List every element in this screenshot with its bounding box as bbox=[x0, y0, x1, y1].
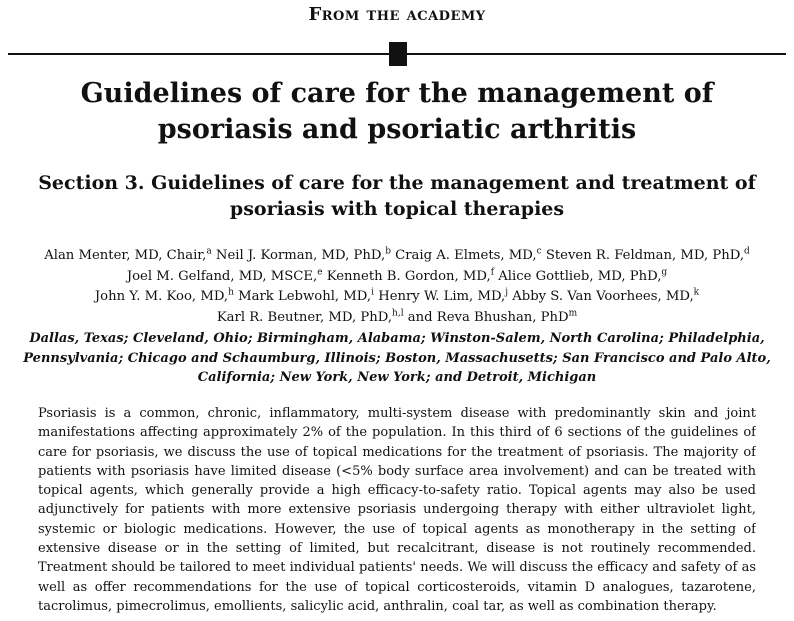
abstract: Psoriasis is a common, chronic, inflammatory, multi-system disease with predominantly skin and joint manifestations affecting approximately 2% of the population. In this third of 6 sections of the guidelines of care for psoriasis, we discuss the use of topical medications for the treatment of psoriasis. The majority of patients with psoriasis have limited disease (<5% body surface area involvement) and can be treated with topical agents, which generally provide a high efficacy-to-safety ratio. Topical agents may also be used adjunctively for patients with more extensive psoriasis undergoing therapy with either ultraviolet light, systemic or biologic medications. However, the use of topical agents as monotherapy in the setting of extensive disease or in the setting of limited, but recalcitrant, disease is not routinely recommended. Treatment should be tailored to meet individual patients' needs. We will discuss the efficacy and safety of as well as offer recommendations for the use of topical corticosteroids, vitamin D analogues, tazarotene, tacrolimus, pimecrolimus, emollients, salicylic acid, anthralin, coal tar, as well as combination therapy. bbox=[38, 406, 756, 614]
author-list bbox=[6, 246, 788, 328]
article-title: Guidelines of care for the management of psoriasis and psoriatic arthritis bbox=[80, 78, 714, 145]
author-affiliation-marker: i bbox=[371, 287, 374, 298]
author-affiliation-marker: m bbox=[568, 308, 578, 319]
author-name: Joel M. Gelfand, MD, MSCE, bbox=[126, 268, 318, 284]
author-affiliation-marker: b bbox=[385, 246, 391, 257]
author-name: Henry W. Lim, MD, bbox=[378, 289, 506, 304]
author-name: John Y. M. Koo, MD, bbox=[94, 289, 229, 304]
header-rule-mark bbox=[389, 42, 407, 66]
article-subtitle: Section 3. Guidelines of care for the management and treatment of psoriasis with topical therapies bbox=[38, 172, 756, 220]
author-affiliation-marker: e bbox=[317, 267, 323, 278]
author-affiliation-marker: g bbox=[661, 267, 668, 278]
author-name: Craig A. Elmets, MD, bbox=[395, 248, 537, 263]
affiliations: Dallas, Texas; Cleveland, Ohio; Birmingham, Alabama; Winston-Salem, North Carolina; Philadelphia, Pennsylvania; Chicago and Schaumburg, Illinois; Boston, Massachusetts; San Francisco and Palo Alto, California; New York, New York; and Detroit, Michigan bbox=[23, 331, 771, 385]
author-name: Alice Gottlieb, MD, PhD, bbox=[498, 268, 662, 284]
author-affiliation-marker: j bbox=[505, 287, 509, 298]
author-name: Steven R. Feldman, MD, PhD, bbox=[545, 248, 745, 263]
author-name: Mark Lebwohl, MD, bbox=[238, 289, 372, 304]
author-name: Neil J. Korman, MD, PhD, bbox=[215, 248, 386, 263]
author-name: Alan Menter, MD, Chair, bbox=[44, 248, 207, 263]
author-affiliation-marker: f bbox=[490, 267, 495, 278]
author-affiliation-marker: h,l bbox=[392, 308, 404, 319]
author-affiliation-marker: k bbox=[693, 287, 700, 298]
author-name: Karl R. Beutner, MD, PhD, bbox=[216, 309, 393, 325]
author-affiliation-marker: a bbox=[206, 246, 212, 257]
author-name: and Reva Bhushan, PhD bbox=[407, 309, 569, 325]
author-affiliation-marker: c bbox=[536, 246, 542, 257]
author-name: Abby S. Van Voorhees, MD, bbox=[512, 289, 694, 304]
section-label: From the academy bbox=[308, 4, 486, 25]
author-affiliation-marker: d bbox=[744, 246, 750, 257]
author-affiliation-marker: h bbox=[228, 287, 234, 298]
author-name: Kenneth B. Gordon, MD, bbox=[326, 268, 491, 284]
